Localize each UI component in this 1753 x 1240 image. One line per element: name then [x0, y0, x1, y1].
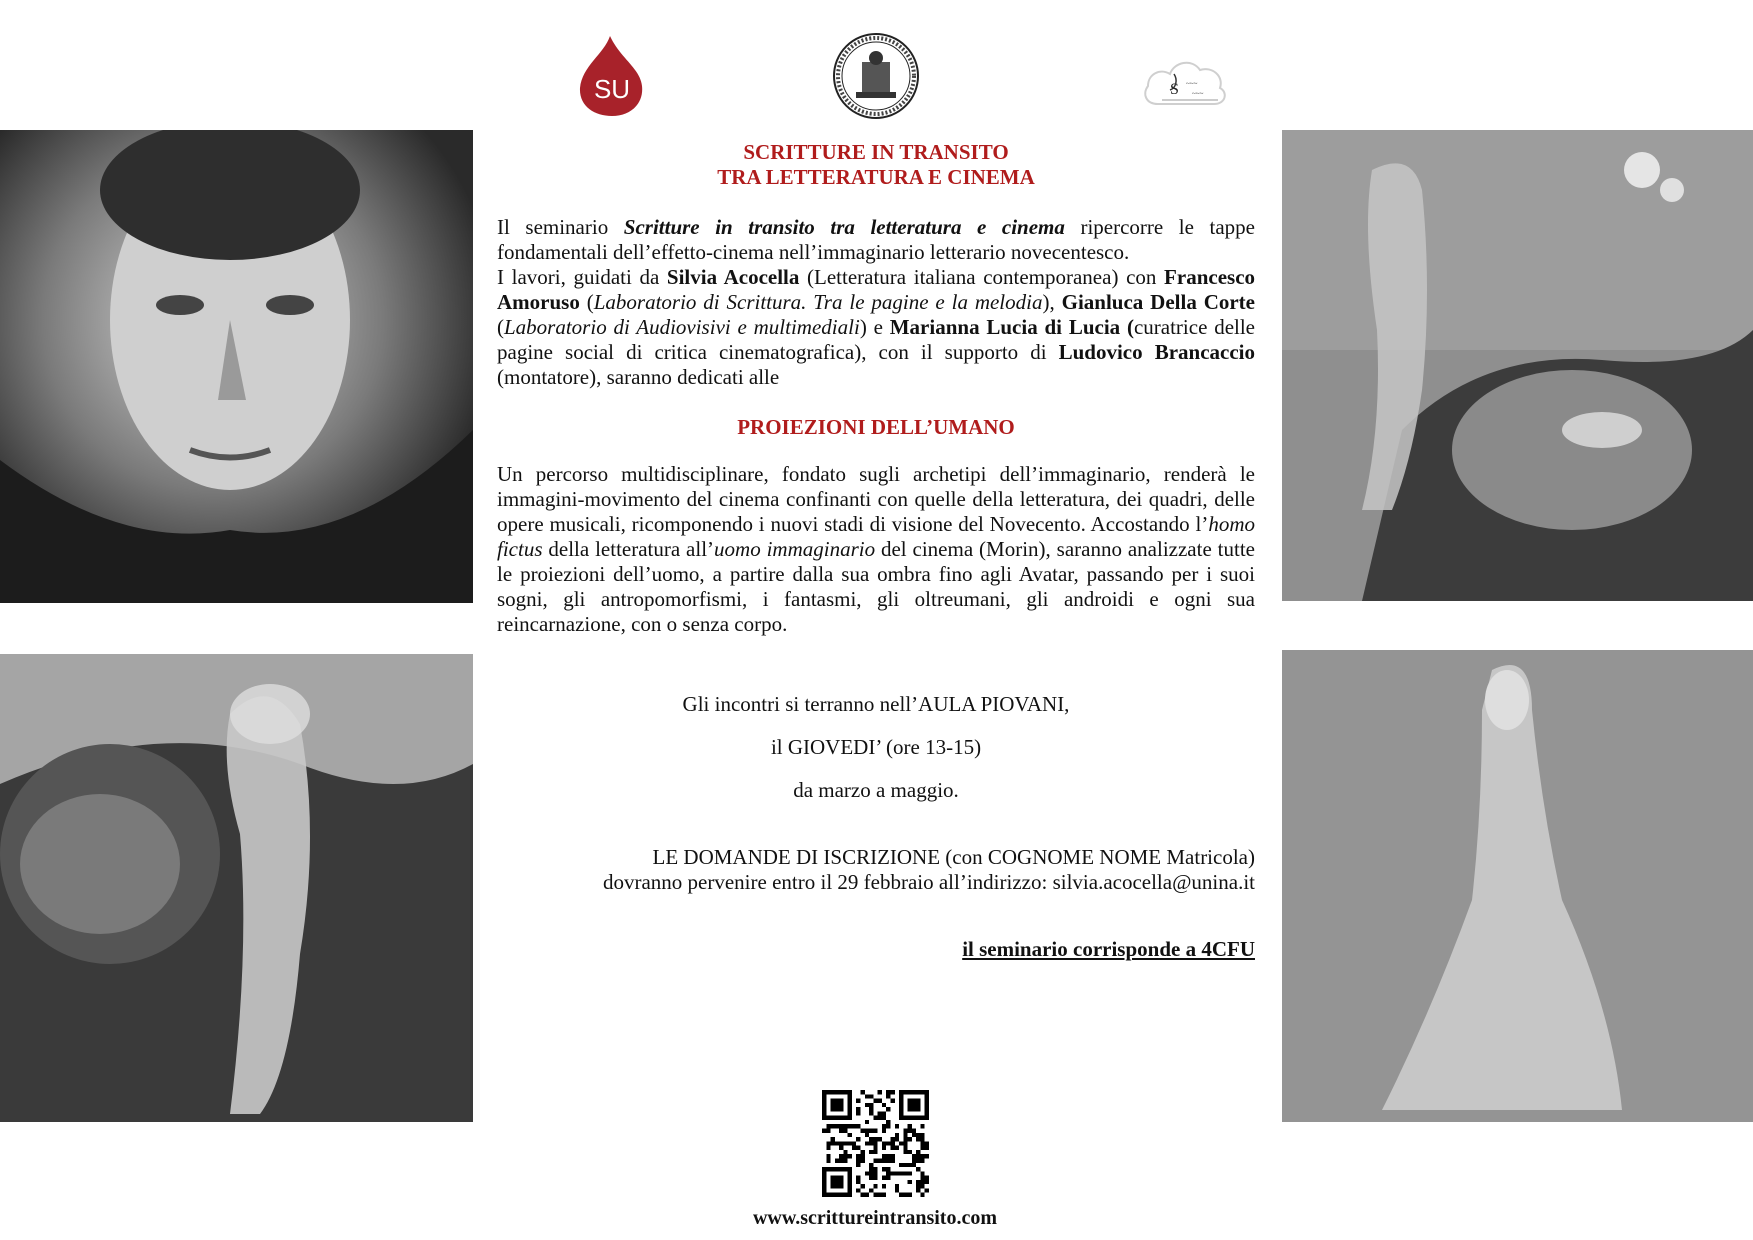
svg-text:~~~: ~~~ [1192, 90, 1204, 98]
university-seal-icon [832, 32, 920, 120]
description-text: della letteratura all’ [542, 537, 715, 561]
main-content [497, 140, 1255, 962]
intro-text: ( [497, 315, 504, 339]
film-still-sleeping-face-with-ghost [0, 654, 473, 1122]
intro-text: ( [579, 290, 594, 314]
registration-line-2: dovranno pervenire entro il 29 febbraio all’indirizzo: silvia.acocella@unina.it [602, 870, 1255, 894]
cloud-logo-icon [1140, 52, 1230, 112]
svg-text:S: S [1170, 81, 1179, 98]
person-name: Silvia Acocella [666, 265, 800, 289]
intro-text: I lavori, guidati da [497, 265, 667, 289]
intro-text: (Letteratura italiana contemporanea) con [799, 265, 1165, 289]
title-line-1: SCRITTURE IN TRANSITO [743, 140, 1009, 164]
film-still-man-portrait [0, 130, 473, 603]
lab-title: Laboratorio di Audiovisivi e multimediali [504, 315, 860, 339]
intro-text: ripercorre le tappe fondamentali dell’effetto-cinema nell’immaginario letterario novecentesco. [497, 215, 1256, 264]
lab-title: Laboratorio di Scrittura. Tra le pagine e la melodia [593, 290, 1043, 314]
schedule-location: Gli incontri si terranno nell’AULA PIOVANI, [682, 692, 1070, 716]
description-text: Un percorso multidisciplinare, fondato sugli archetipi dell’immaginario, renderà le immagini-movimento del cinema confinanti con quelle della letteratura, dei quadri, delle opere musicali, ricomponendo i nuovi stadi di visione del Novecento. Accostando l’ [497, 462, 1255, 536]
schedule-block [497, 692, 1255, 803]
registration-line-1: LE DOMANDE DI ISCRIZIONE (con COGNOME NOME Matricola) [652, 845, 1255, 869]
intro-text: (montatore), saranno dedicati alle [497, 365, 780, 389]
section-title: PROIEZIONI DELL’UMANO [737, 415, 1015, 439]
film-still-floating-ghost [1282, 650, 1753, 1122]
qr-code-icon[interactable] [822, 1090, 929, 1197]
person-name: Ludovico Brancaccio [1058, 340, 1255, 364]
intro-paragraph-2 [497, 265, 1255, 390]
svg-text:~~~: ~~~ [1186, 80, 1198, 88]
person-name: Francesco Amoruso [497, 265, 1256, 314]
su-logo [576, 36, 646, 116]
registration-block [497, 845, 1255, 895]
su-logo-text: SU [593, 74, 631, 104]
intro-text: ), [1042, 290, 1062, 314]
seminar-title: Scritture in transito tra letteratura e cinema [623, 215, 1065, 239]
schedule-day-time: il GIOVEDI’ (ore 13-15) [770, 735, 982, 759]
description-text: del cinema (Morin), saranno analizzate tutte le proiezioni dell’uomo, a partire dalla sua ombra fino agli Avatar, passando per i suoi sogni, gli antropomorfismi, i fantasmi, gli oltreumani, gli androidi e ogni sua reincarnazione, con o senza corpo. [497, 537, 1255, 636]
page-title [497, 140, 1255, 190]
intro-text: ) e [859, 315, 890, 339]
intro-text: Il seminario [497, 215, 624, 239]
description-italic: uomo immaginario [714, 537, 876, 561]
film-still-ghost-over-sleeper [1282, 130, 1753, 601]
description-italic: homo fictus [497, 512, 1255, 561]
person-name: Marianna Lucia di Lucia ( [889, 315, 1134, 339]
title-line-2: TRA LETTERATURA E CINEMA [717, 165, 1035, 189]
intro-paragraph-1 [497, 215, 1255, 265]
website-link[interactable]: www.scrittureintransito.com [752, 1207, 998, 1229]
schedule-period: da marzo a maggio. [793, 778, 959, 802]
intro-text: curatrice delle pagine social di critica cinematografica), con il supporto di [497, 315, 1256, 364]
credits-note: il seminario corrisponde a 4CFU [962, 937, 1255, 961]
person-name: Gianluca Della Corte [1061, 290, 1255, 314]
description-paragraph [497, 462, 1255, 637]
